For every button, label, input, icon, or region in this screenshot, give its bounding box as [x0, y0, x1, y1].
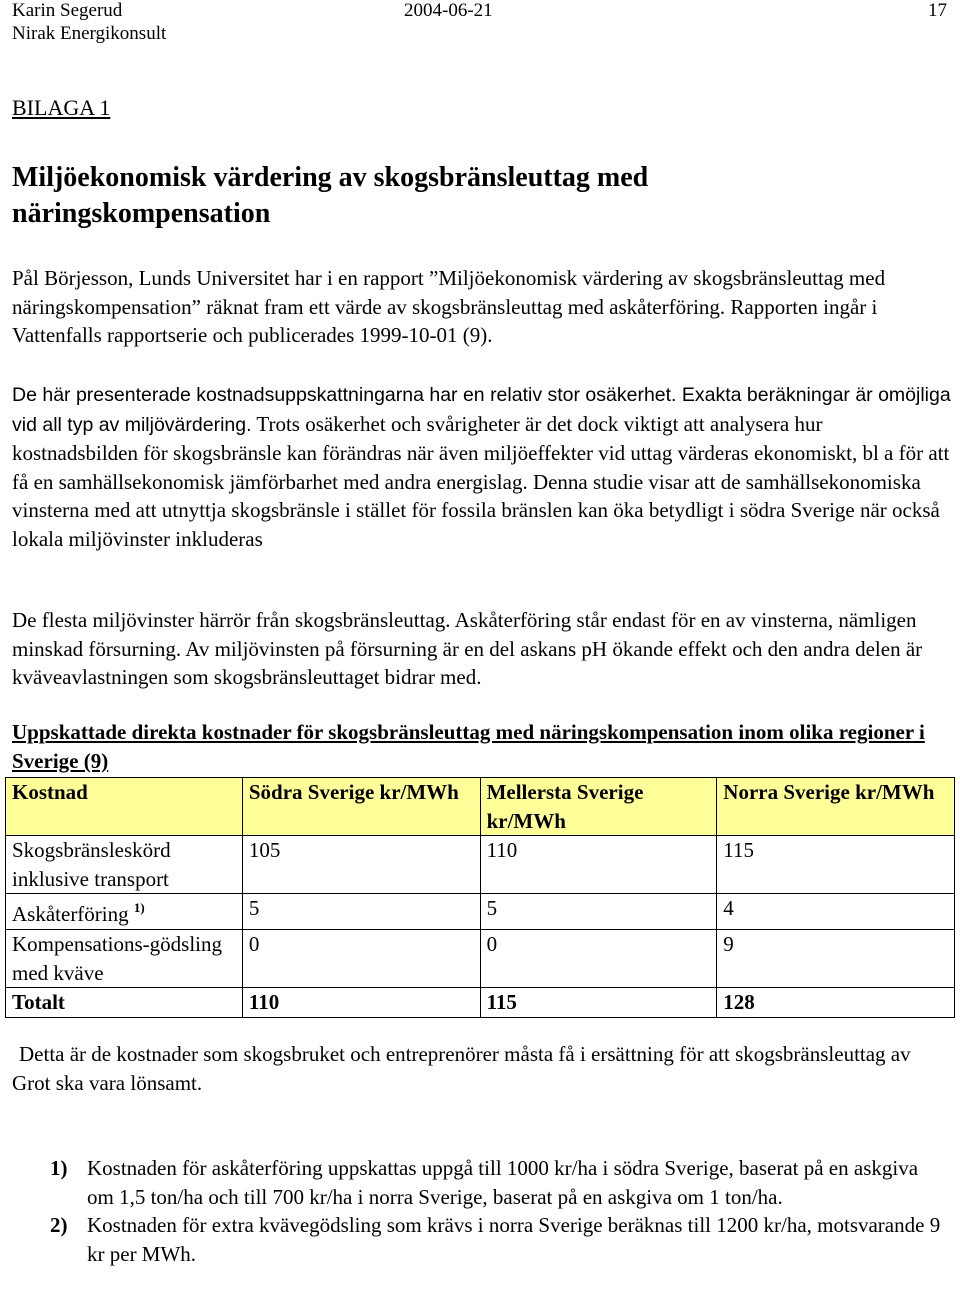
- cell-south: 5: [242, 894, 480, 930]
- footnote-number: 1): [50, 1156, 68, 1180]
- paragraph-conclusion: Detta är de kostnader som skogsbruket och entreprenörer måsta få i ersättning för att skogsbränsleuttag av Grot ska vara lönsamt.: [12, 1042, 911, 1095]
- row-label: Kompensations-gödsling med kväve: [6, 929, 243, 987]
- table-header-row: [6, 778, 955, 836]
- column-header-south: Södra Sverige kr/MWh: [242, 778, 480, 836]
- footnote-text: Kostnaden för extra kvävegödsling som krävs i norra Sverige beräknas till 1200 kr/ha, motsvarande 9 kr per MWh.: [87, 1213, 941, 1266]
- paragraph-uncertainty-sans: De här presenterade kostnadsuppskattningarna har en relativ stor osäkerhet. Exakta beräkningar är omöjliga vid all typ av miljövärdering.: [12, 384, 951, 436]
- column-header-cost: Kostnad: [6, 778, 243, 836]
- footnotes: [50, 1154, 950, 1268]
- paragraph-uncertainty: [12, 380, 952, 554]
- table-row: [6, 929, 955, 987]
- footnote-item: [50, 1211, 950, 1268]
- footnote-item: [50, 1154, 950, 1211]
- row-label: Skogsbränsleskörd inklusive transport: [6, 836, 243, 894]
- cell-south: 0: [242, 929, 480, 987]
- header-page-number: 17: [928, 0, 947, 21]
- cell-south: 105: [242, 836, 480, 894]
- cell-north: 4: [717, 894, 955, 930]
- total-label: Totalt: [6, 988, 243, 1018]
- row-label-text: Askåterföring: [12, 902, 134, 927]
- cost-table: [5, 777, 955, 1018]
- cell-north: 9: [717, 929, 955, 987]
- table-row: [6, 836, 955, 894]
- cell-north: 115: [717, 836, 955, 894]
- footnote-ref: 1): [133, 900, 145, 916]
- total-middle: 115: [480, 988, 717, 1018]
- total-south: 110: [242, 988, 480, 1018]
- document-title: Miljöekonomisk värdering av skogsbränsleuttag med näringskompensation: [12, 162, 649, 229]
- cell-middle: 5: [480, 894, 717, 930]
- paragraph-benefits: De flesta miljövinster härrör från skogsbränsleuttag. Askåterföring står endast för en av vinsterna, nämligen minskad försurning. Av miljövinsten på försurning är en del askans pH ökande effekt och den andra delen är kväveavlastningen som skogsbränsleuttaget bidrar med.: [12, 608, 923, 690]
- footnote-text: Kostnaden för askåterföring uppskattas uppgå till 1000 kr/ha i södra Sverige, baserat på en askgiva om 1,5 ton/ha och till 700 kr/ha i norra Sverige, baserat på en askgiva om 1 ton/ha.: [87, 1156, 919, 1209]
- table-heading: Uppskattade direkta kostnader för skogsbränsleuttag med näringskompensation inom olika regioner i Sverige (9): [12, 720, 925, 773]
- footnote-number: 2): [50, 1213, 68, 1238]
- column-header-north: Norra Sverige kr/MWh: [717, 778, 955, 836]
- header-date: 2004-06-21: [404, 0, 493, 21]
- table-row: [6, 894, 955, 930]
- cell-middle: 0: [480, 929, 717, 987]
- total-north: 128: [717, 988, 955, 1018]
- paragraph-intro: Pål Börjesson, Lunds Universitet har i en rapport ”Miljöekonomisk värdering av skogsbränsleuttag med näringskompensation” räknat fram ett värde av skogsbränsleuttag med askåterföring. Rapporten ingår i Vattenfalls rapportserie och publicerades 1999-10-01 (9).: [12, 266, 886, 348]
- paragraph-uncertainty-rest: Trots osäkerhet och svårigheter är det dock viktigt att analysera hur kostnadsbilden för skogsbränsle kan förändras när även miljöeffekter vid uttag värderas ekonomiskt, bl a för att få en samhällsekonomisk jämförbarhet med andra energislag. Denna studie visar att de samhällsekonomiska vinsterna med att utnyttja skogsbränsle i stället för fossila bränslen kan öka betydligt i södra Sverige när också lokala miljövinster inkluderas: [12, 411, 950, 551]
- header-author: Karin Segerud: [12, 0, 123, 21]
- row-label: [6, 894, 243, 930]
- appendix-label: BILAGA 1: [12, 95, 111, 120]
- column-header-middle: Mellersta Sverige kr/MWh: [480, 778, 717, 836]
- table-total-row: [6, 988, 955, 1018]
- cell-middle: 110: [480, 836, 717, 894]
- header-company: Nirak Energikonsult: [12, 23, 167, 44]
